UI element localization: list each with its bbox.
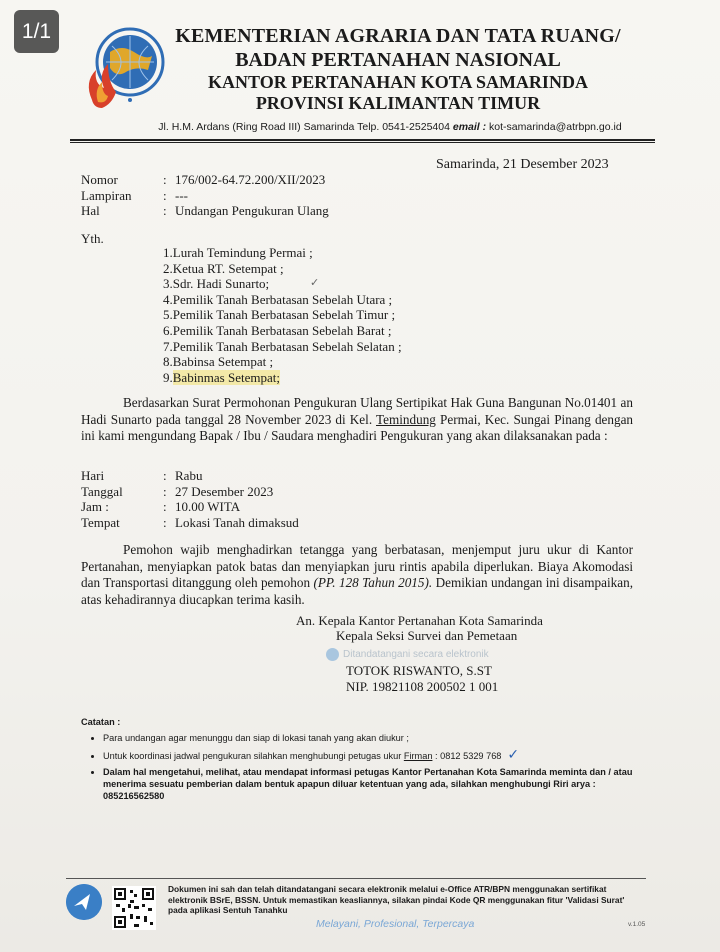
atr-bpn-logo-icon: [82, 22, 168, 112]
letterhead-address: [150, 121, 630, 133]
surveyor-name: Firman: [403, 751, 433, 761]
addressee-item: 4.Pemilik Tanah Berbatasan Sebelah Utara ;: [163, 291, 393, 307]
esign-note: Ditandatangani secara elektronik: [343, 649, 489, 660]
page-counter: 1/1: [14, 10, 59, 53]
footer-rule: [66, 878, 646, 879]
para2-text-a: Pemohon wajib menghadirkan tetangga yang berbatasan, menjemput juru ukur di Kantor Pertanahan, menyiapkan patok batas dan menyiapkan juru rintis apabila diperlukan. Biaya Akomodasi dan Transportasi ditanggung oleh pemohon: [81, 542, 633, 590]
addressee-item: 2.Ketua RT. Setempat ;: [163, 260, 284, 276]
notes-title: Catatan :: [81, 717, 121, 727]
meta-value: Undangan Pengukuran Ulang: [175, 203, 329, 218]
letterhead-rule: [70, 139, 655, 141]
detail-sep: :: [163, 468, 167, 483]
salutation: Yth.: [81, 231, 104, 246]
place-date: Samarinda, 21 Desember 2023: [436, 157, 609, 172]
detail-row-date: [81, 484, 299, 500]
signature-position: Kepala Seksi Survei dan Pemetaan: [336, 628, 518, 643]
detail-row-place: [81, 515, 299, 531]
addressee-list: [163, 245, 402, 385]
letterhead: [168, 24, 628, 114]
highlighted-addressee: Babinmas Setempat;: [172, 369, 280, 385]
detail-key: Hari: [81, 468, 105, 483]
meta-key: Hal: [81, 203, 100, 218]
addressee-item: 7.Pemilik Tanah Berbatasan Sebelah Selatan ;: [163, 338, 402, 354]
letterhead-rule-thin: [70, 142, 655, 143]
addressee-number: 9.: [163, 369, 173, 385]
addressee-item: 6.Pemilik Tanah Berbatasan Sebelah Barat ;: [163, 322, 392, 338]
letterhead-office: KANTOR PERTANAHAN KOTA SAMARINDA: [208, 72, 588, 92]
notes-list: [81, 732, 641, 802]
detail-key: Jam :: [81, 499, 109, 514]
para1-text-b: Permai, Kec. Sungai Pinang dengan ini kami mengundang Bapak / Ibu / Saudara menghadiri Pengukuran yang akan dilaksanakan pada :: [81, 411, 634, 443]
detail-value: Rabu: [175, 468, 203, 483]
meta-value: ---: [175, 187, 188, 203]
paragraph-obligations: [81, 542, 633, 608]
detail-value: Lokasi Tanah dimaksud: [175, 514, 299, 530]
office-email: kot-samarinda@atrbpn.go.id: [489, 121, 622, 133]
meta-sep: :: [163, 187, 167, 203]
addressee-item: 5.Pemilik Tanah Berbatasan Sebelah Timur ;: [163, 307, 396, 323]
note-item: [103, 748, 641, 762]
meta-value: 176/002-64.72.200/XII/2023: [175, 172, 326, 187]
paragraph-request: [81, 395, 633, 445]
notes: [81, 716, 641, 806]
para2-regulation: (PP. 128 Tahun 2015).: [313, 575, 433, 590]
addressee-item: 1.Lurah Temindung Permai ;: [163, 245, 313, 260]
para1-text-a: Berdasarkan Surat Permohonan Pengukuran Ulang Sertipikat Hak Guna Bangunan No.01401 an Hadi Sunarto pada tanggal 28 November 2023 di Kel.: [81, 395, 633, 427]
email-label: email :: [452, 121, 487, 133]
meta-row-attachment: [81, 188, 329, 204]
detail-row-time: [81, 499, 299, 515]
note-text: Untuk koordinasi jadwal pengukuran silahkan menghubungi petugas ukur: [103, 751, 402, 761]
detail-value: 27 Desember 2023: [175, 483, 274, 499]
detail-sep: :: [163, 483, 167, 499]
check-mark-icon: ✓: [507, 746, 520, 762]
meta-row-number: [81, 172, 329, 188]
detail-value: 10.00 WITA: [175, 499, 241, 514]
note-item: • Dalam hal mengetahui, melihat, atau mendapat informasi petugas Kantor Pertanahan Kota Samarinda meminta dan / atau menerima sesuatu pemberian dalam bentuk apapun diluar ketentuan yang ada, silahkan menghubungi Riri arya : 085216562580: [103, 766, 641, 802]
electronic-signature: [326, 647, 489, 663]
meta-row-subject: [81, 203, 329, 219]
esign-icon: [326, 648, 339, 661]
event-details: [81, 468, 299, 530]
para1-underlined: Temindung: [376, 411, 436, 427]
letter-meta: [81, 172, 329, 219]
detail-key: Tempat: [81, 514, 120, 530]
note-item: • Para undangan agar menunggu dan siap di lokasi tanah yang akan diukur ;: [103, 732, 641, 744]
letterhead-province: PROVINSI KALIMANTAN TIMUR: [255, 93, 541, 113]
meta-sep: :: [163, 203, 167, 218]
addressee-item: 8.Babinsa Setempat ;: [163, 354, 274, 370]
detail-sep: :: [163, 514, 167, 530]
footer-validation-text: Dokumen ini sah dan telah ditandatangani secara elektronik melalui e-Office ATR/BPN menggunakan sertifikat elektronik BSrE, BSSN. Untuk memastikan keasliannya, silakan pindai Kode QR menggunakan fitur 'Validasi Surat' pada aplikasi Sentuh Tanahku: [168, 884, 625, 915]
detail-sep: :: [163, 499, 167, 514]
para2-text-b: Demikian undangan ini disampaikan, atas kehadirannya diucapkan terima kasih.: [81, 575, 633, 607]
check-mark-icon: ✓: [310, 277, 320, 289]
surveyor-phone: : 0812 5329 768: [435, 751, 502, 761]
letterhead-ministry: KEMENTERIAN AGRARIA DAN TATA RUANG/: [175, 25, 621, 47]
qr-code-icon: [112, 886, 156, 930]
addressee-item: 3.Sdr. Hadi Sunarto;: [163, 276, 270, 292]
meta-key: Lampiran: [81, 187, 132, 203]
letterhead-agency: BADAN PERTANAHAN NASIONAL: [235, 49, 561, 71]
detail-row-day: [81, 468, 299, 484]
footer-version: v.1.05: [628, 921, 646, 928]
signatory-name: TOTOK RISWANTO, S.ST: [346, 663, 492, 678]
meta-key: Nomor: [81, 172, 118, 187]
footer-motto: Melayani, Profesional, Terpercaya: [316, 918, 475, 930]
meta-sep: :: [163, 172, 167, 187]
signatory-nip: NIP. 19821108 200502 1 001: [346, 679, 499, 694]
detail-key: Tanggal: [81, 483, 123, 499]
signature-on-behalf: An. Kepala Kantor Pertanahan Kota Samarinda: [296, 613, 543, 628]
e-office-logo-icon: [66, 884, 102, 920]
office-address: Jl. H.M. Ardans (Ring Road III) Samarinda Telp. 0541-2525404: [158, 121, 450, 133]
addressee-item: [163, 370, 402, 386]
